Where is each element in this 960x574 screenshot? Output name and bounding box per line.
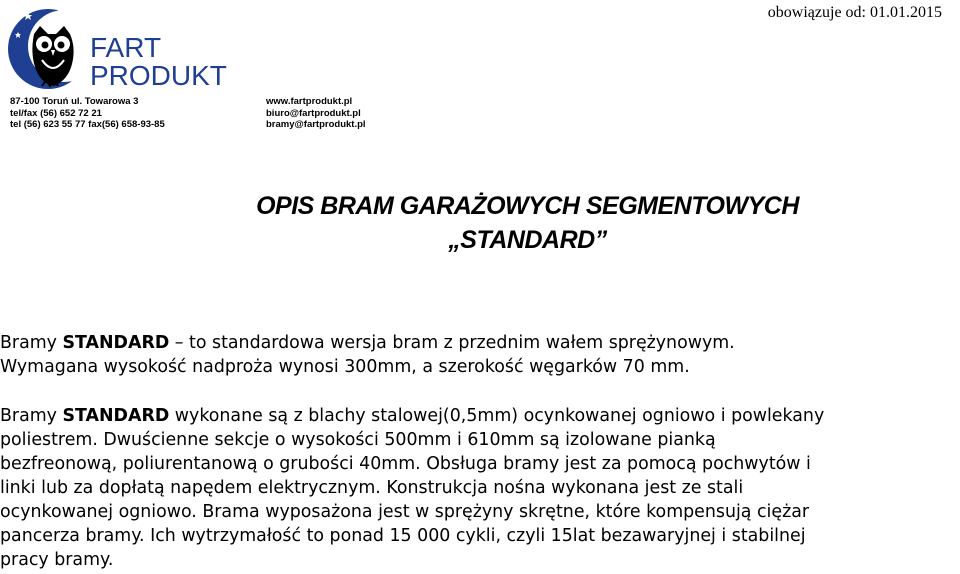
text-line: Bramy STANDARD wykonane są z blachy stalowej(0,5mm) ocynkowanej ogniowo i powlekany <box>0 406 825 426</box>
text-line: Bramy STANDARD – to standardowa wersja bram z przednim wałem sprężynowym. <box>0 333 735 353</box>
document-title: OPIS BRAM GARAŻOWYCH SEGMENTOWYCH <box>256 192 799 220</box>
address: 87-100 Toruń ul. Towarowa 3 <box>10 96 139 107</box>
text-line: Wymagana wysokość nadproża wynosi 300mm, a szerokość węgarków 70 mm. <box>0 357 690 377</box>
brand-line2: PRODUKT <box>90 60 227 91</box>
text-line: pancerza bramy. Ich wytrzymałość to ponad 15 000 cykli, czyli 15lat bezawaryjnej i stabilnej <box>0 526 806 546</box>
company-logo <box>8 4 258 94</box>
contact-web-block <box>266 96 366 131</box>
text-line: linki lub za dopłatą napędem elektrycznym. Konstrukcja nośna wykonana jest ze stali <box>0 478 744 498</box>
owl-moon-icon <box>8 4 88 94</box>
document-subtitle: „STANDARD” <box>448 226 607 254</box>
text-line: pracy bramy. <box>0 550 114 570</box>
brand-name <box>90 34 227 90</box>
website-link[interactable]: www.fartprodukt.pl <box>266 96 353 107</box>
contact-address-block <box>10 96 165 131</box>
product-name: STANDARD <box>62 406 170 426</box>
brand-line1: FART <box>90 32 162 63</box>
paragraph-description <box>0 404 960 572</box>
text-line: poliestrem. Dwuścienne sekcje o wysokości 500mm i 610mm są izolowane pianką <box>0 430 716 450</box>
email-office[interactable]: biuro@fartprodukt.pl <box>266 107 361 119</box>
text-line: bezfreonową, poliurentanową o grubości 40mm. Obsługa bramy jest za pomocą pochwytów i <box>0 454 811 474</box>
effective-date: obowiązuje od: 01.01.2015 <box>767 4 942 21</box>
text-line: ocynkowanej ogniowo. Brama wyposażona jest w sprężyny skrętne, które kompensują ciężar <box>0 502 810 522</box>
product-name: STANDARD <box>62 333 170 353</box>
paragraph-intro <box>0 331 960 379</box>
phone-fax: tel/fax (56) 652 72 21 <box>10 107 102 119</box>
email-gates[interactable]: bramy@fartprodukt.pl <box>266 119 366 130</box>
phone: tel (56) 623 55 77 fax(56) 658-93-85 <box>10 119 165 130</box>
